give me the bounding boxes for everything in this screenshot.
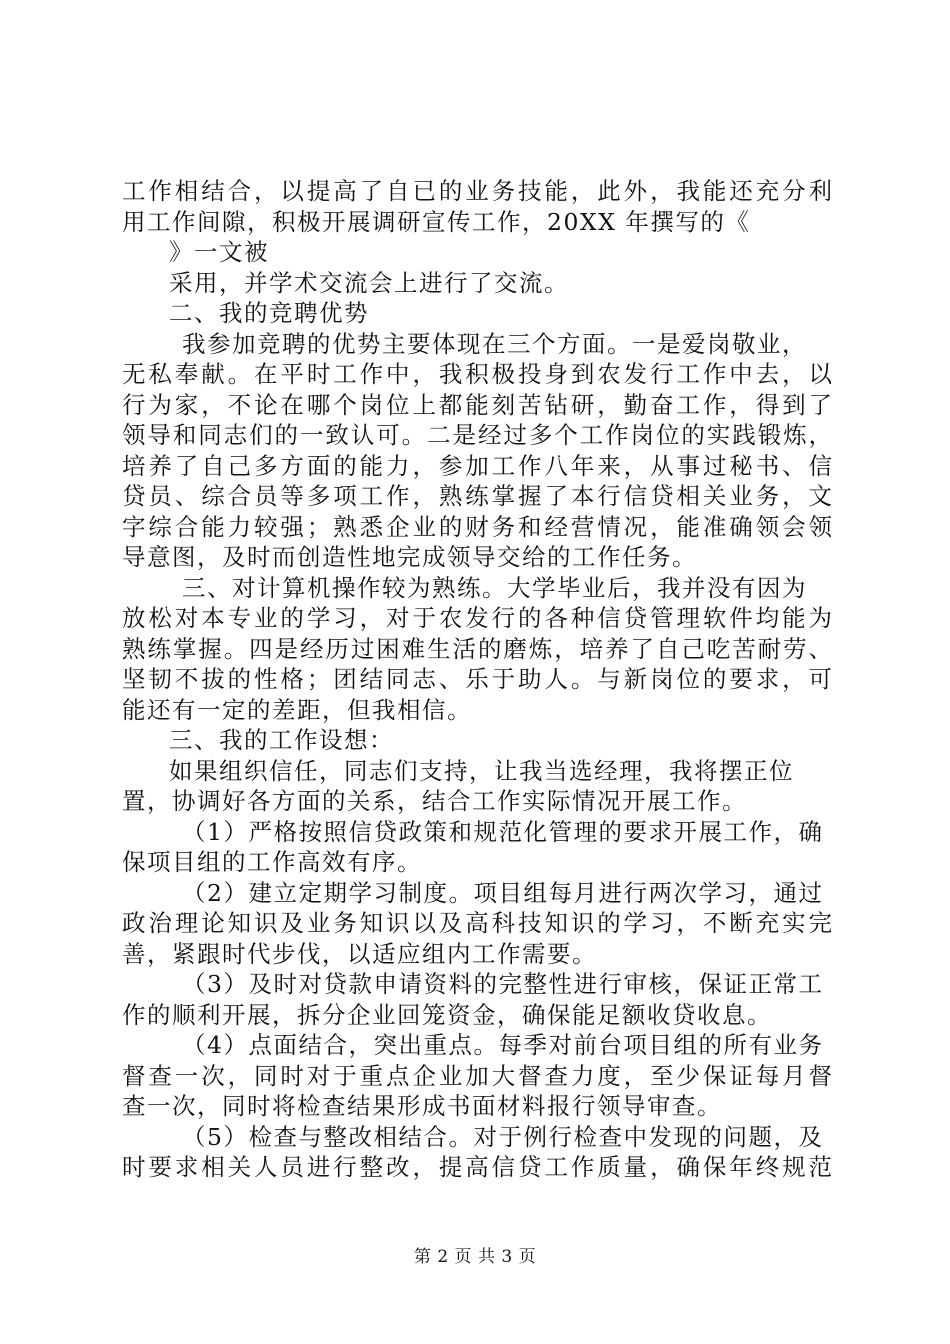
text-line: 》一文被 — [169, 238, 269, 266]
text-line: 时要求相关人员进行整改，提高信贷工作质量，确保年终规范 — [122, 1153, 832, 1181]
text-line: 如果组织信任，同志们支持，让我当选经理，我将摆正位 — [169, 756, 794, 785]
text-line: 放松对本专业的学习，对于农发行的各种信贷管理软件均能为 — [122, 604, 832, 632]
text-line: 字综合能力较强；熟悉企业的财务和经营情况，能准确领会领 — [122, 512, 832, 541]
text-line: 查一次，同时将检查结果形成书面材料报行领导审查。 — [122, 1092, 722, 1120]
text-line: 培养了自己多方面的能力，参加工作八年来，从事过秘书、信 — [122, 451, 832, 480]
text-line: 我参加竞聘的优势主要体现在三个方面。一是爱岗敬业， — [182, 329, 807, 358]
list-item-line: （1）严格按照信贷政策和规范化管理的要求开展工作，确 — [182, 817, 824, 846]
list-item-line: （3）及时对贷款申请资料的完整性进行审核，保证正常工 — [182, 970, 824, 998]
section-heading: 二、我的竞聘优势 — [169, 299, 369, 327]
text-line: 导意图，及时而创造性地完成领导交给的工作任务。 — [122, 543, 697, 571]
text-line: 行为家，不论在哪个岗位上都能刻苦钻研，勤奋工作，得到了 — [122, 390, 832, 419]
text-line: 领导和同志们的一致认可。二是经过多个工作岗位的实践锻炼， — [122, 421, 832, 449]
text-line: 三、对计算机操作较为熟练。大学毕业后，我并没有因为 — [182, 573, 807, 602]
text-line: 能还有一定的差距，但我相信。 — [122, 695, 472, 724]
text-line: 政治理论知识及业务知识以及高科技知识的学习，不断充实完 — [122, 909, 832, 937]
text-line: 作的顺利开展，拆分企业回笼资金，确保能足额收贷收息。 — [122, 1000, 772, 1029]
document-body — [122, 176, 832, 1183]
section-heading: 三、我的工作设想： — [169, 726, 394, 754]
text-line: 保项目组的工作高效有序。 — [122, 848, 422, 876]
text-line: 置，协调好各方面的关系，结合工作实际情况开展工作。 — [122, 787, 747, 815]
text-line: 用工作间隙，积极开展调研宣传工作，20XX 年撰写的《 — [122, 207, 751, 236]
text-line: 贷员、综合员等多项工作，熟练掌握了本行信贷相关业务，文 — [122, 482, 832, 510]
text-line: 无私奉献。在平时工作中，我积极投身到农发行工作中去，以 — [122, 360, 832, 388]
text-line: 坚韧不拔的性格；团结同志、乐于助人。与新岗位的要求，可 — [122, 665, 832, 693]
page-number-footer: 第 2 页 共 3 页 — [413, 1247, 537, 1267]
text-line: 督查一次，同时对于重点企业加大督查力度，至少保证每月督 — [122, 1061, 832, 1090]
text-line: 工作相结合，以提高了自已的业务技能，此外，我能还充分利 — [122, 177, 832, 205]
text-line: 熟练掌握。四是经历过困难生活的磨炼，培养了自己吃苦耐劳、 — [122, 634, 832, 663]
text-line: 采用，并学术交流会上进行了交流。 — [169, 268, 569, 297]
text-line: 善，紧跟时代步伐，以适应组内工作需要。 — [122, 939, 597, 968]
list-item-line: （4）点面结合，突出重点。每季对前台项目组的所有业务 — [182, 1031, 824, 1059]
list-item-line: （5）检查与整改相结合。对于例行检查中发现的问题，及 — [182, 1122, 824, 1151]
list-item-line: （2）建立定期学习制度。项目组每月进行两次学习，通过 — [182, 878, 824, 907]
